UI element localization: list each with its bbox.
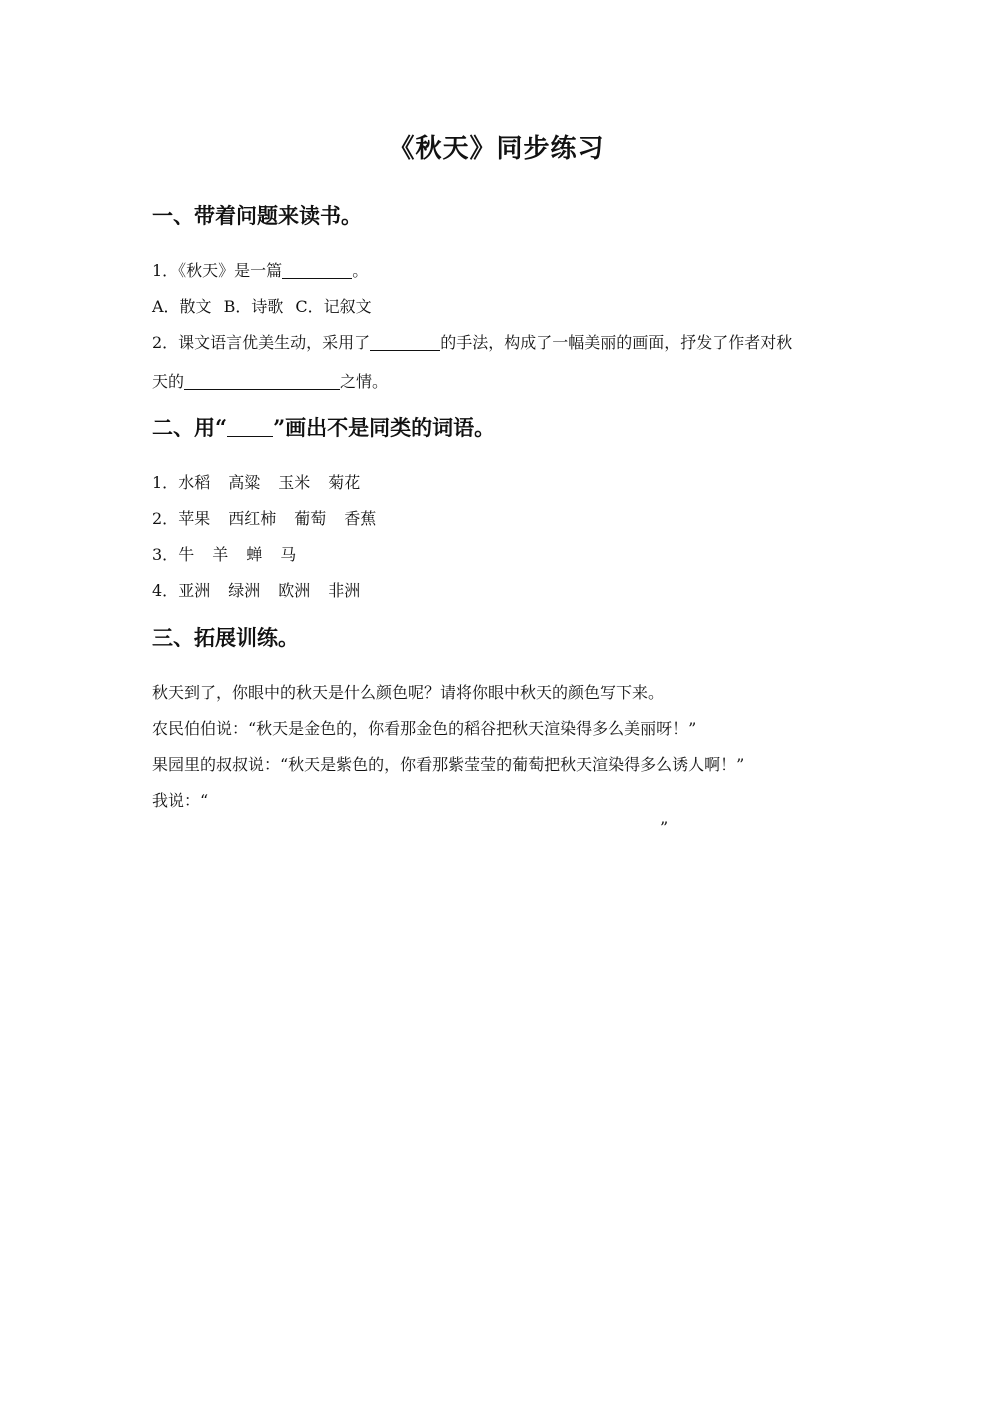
question-2-blank-2: [184, 373, 340, 390]
option-a: A．散文: [152, 297, 212, 316]
section-3-heading: 三、拓展训练。: [152, 625, 299, 650]
page-title: 《秋天》同步练习: [388, 134, 605, 164]
word: 苹果: [178, 509, 211, 528]
word: 牛: [178, 545, 195, 564]
word: 蝉: [246, 545, 263, 564]
paragraph-line-1: 秋天到了，你眼中的秋天是什么颜色呢？请将你眼中秋天的颜色写下来。: [152, 683, 665, 702]
word: 玉米: [278, 473, 311, 492]
word: 羊: [212, 545, 229, 564]
word: 马: [280, 545, 297, 564]
question-1-options: [152, 294, 372, 317]
word: 亚洲: [178, 581, 211, 600]
word-row-4: [152, 578, 360, 601]
word: 菊花: [328, 473, 361, 492]
word-row-1-number: 1．: [152, 473, 179, 492]
word: 香蕉: [344, 509, 377, 528]
question-2-line-1: [152, 330, 792, 353]
question-2-line-2: [152, 369, 388, 392]
paragraph-line-2: 农民伯伯说：“秋天是金色的，你看那金色的稻谷把秋天渲染得多么美丽呀！”: [152, 719, 697, 738]
word: 葡萄: [294, 509, 327, 528]
question-1: [152, 258, 368, 281]
word: 绿洲: [228, 581, 261, 600]
option-c: C．记叙文: [295, 297, 372, 316]
word-row-4-number: 4．: [152, 581, 179, 600]
question-1-prefix: 1．《秋天》是一篇: [152, 261, 283, 280]
section-1-heading: 一、带着问题来读书。: [152, 203, 362, 228]
section-2-heading: [152, 412, 495, 442]
underline-sample: [227, 418, 273, 437]
word: 水稻: [178, 473, 211, 492]
section-2-heading-prefix: 二、用“: [152, 415, 228, 440]
answer-prompt: 我说：“: [152, 791, 209, 810]
word: 非洲: [328, 581, 361, 600]
section-2-heading-suffix: ”画出不是同类的词语。: [273, 415, 496, 440]
question-2-middle: 的手法，构成了一幅美丽的画面，抒发了作者对秋: [440, 333, 793, 352]
word: 欧洲: [278, 581, 311, 600]
word-row-1: [152, 470, 360, 493]
option-b: B．诗歌: [223, 297, 284, 316]
paragraph-line-3: 果园里的叔叔说：“秋天是紫色的，你看那紫莹莹的葡萄把秋天渲染得多么诱人啊！”: [152, 755, 745, 774]
word: 高粱: [228, 473, 261, 492]
word-row-3: [152, 542, 296, 565]
question-2-line-2-prefix: 天的: [152, 372, 185, 391]
question-2-blank-1: [370, 334, 440, 351]
word-row-2: [152, 506, 376, 529]
question-1-blank: [282, 262, 352, 279]
word-row-2-number: 2．: [152, 509, 179, 528]
question-2-prefix: 2．课文语言优美生动，采用了: [152, 333, 371, 352]
question-1-suffix: 。: [352, 261, 369, 280]
question-2-line-2-suffix: 之情。: [340, 372, 389, 391]
word: 西红柿: [228, 509, 277, 528]
word-row-3-number: 3．: [152, 545, 179, 564]
closing-quote: ”: [660, 818, 669, 837]
